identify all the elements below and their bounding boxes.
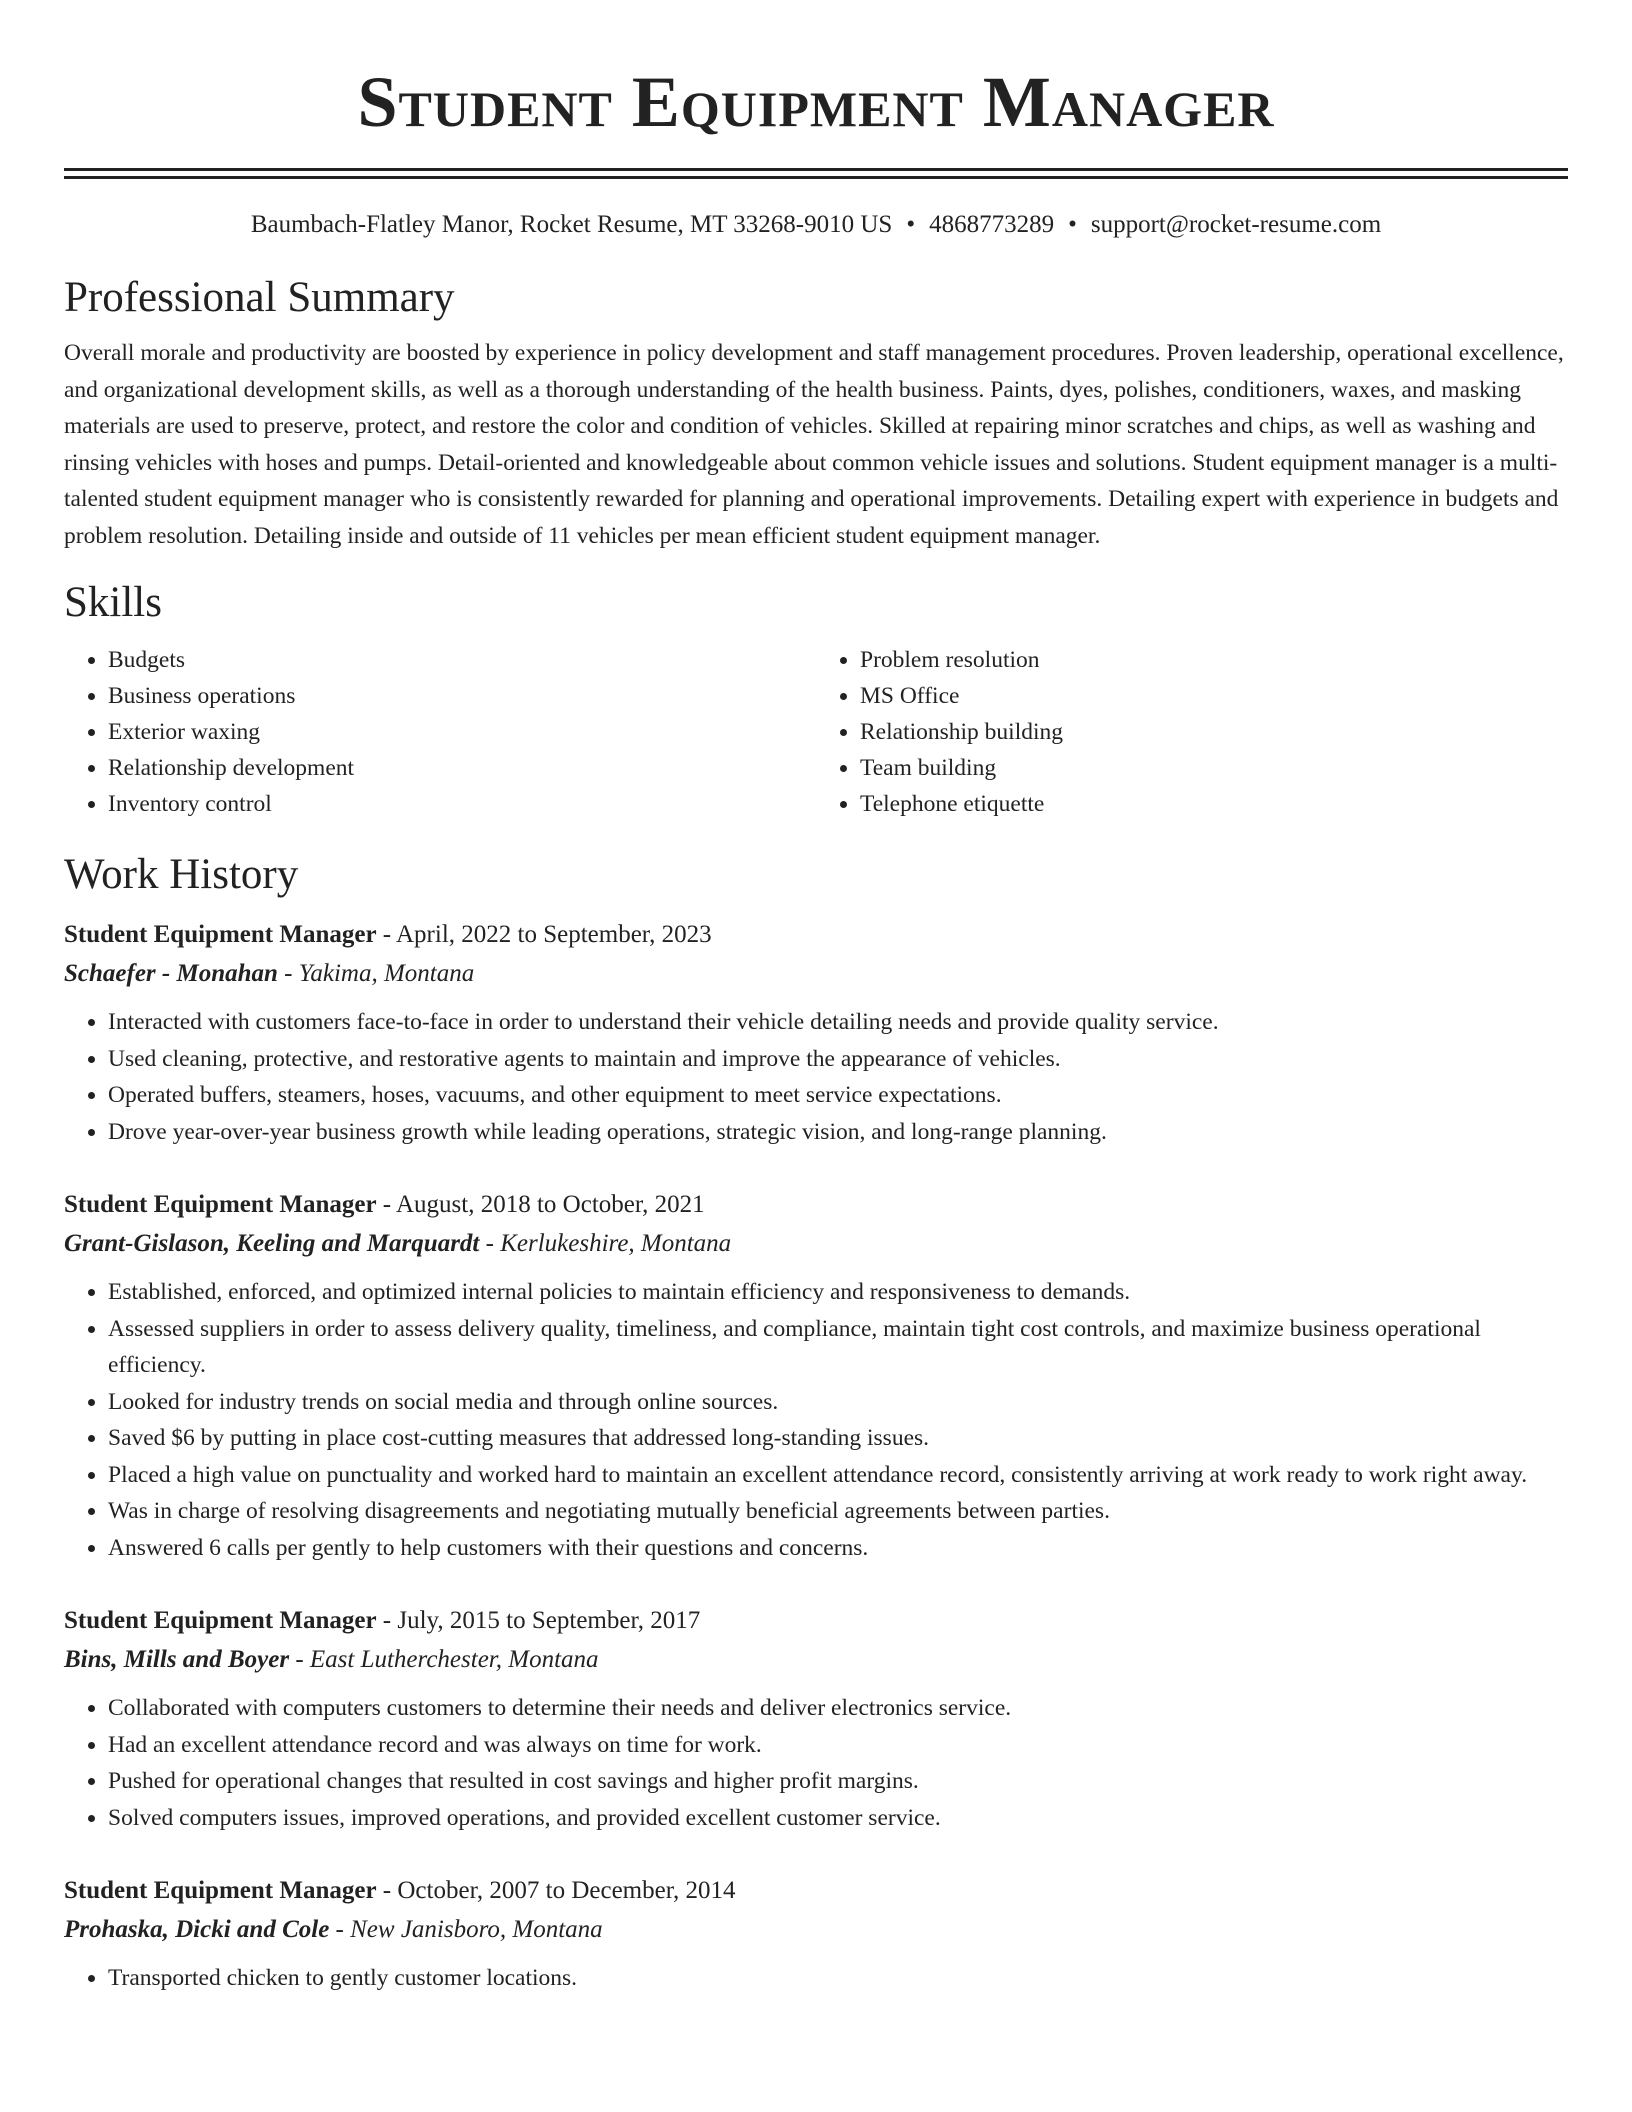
job-bullet: • Assessed suppliers in order to assess delivery quality, timeliness, and compliance, maintain tight cost controls, and maximize business operational efficiency.	[108, 1311, 1568, 1384]
job-title: Student Equipment Manager	[64, 1607, 377, 1634]
job-dates: - August, 2018 to October, 2021	[376, 1191, 705, 1218]
job-company: Prohaska, Dicki and Cole	[64, 1916, 330, 1943]
skills-column-right	[816, 642, 1568, 822]
job-dates: - July, 2015 to September, 2017	[376, 1607, 701, 1634]
job-bullets	[64, 1960, 1568, 1997]
job-bullet: • Looked for industry trends on social media and through online sources.	[108, 1384, 1568, 1421]
skills-heading: Skills	[64, 579, 162, 626]
job-bullet: • Interacted with customers face-to-face in order to understand their vehicle detailing needs and provide quality service.	[108, 1004, 1568, 1041]
contact-line	[64, 209, 1568, 241]
job-bullet: • Had an excellent attendance record and was always on time for work.	[108, 1727, 1568, 1764]
job-entry	[64, 1186, 1568, 1566]
job-company: Schaefer - Monahan	[64, 960, 278, 987]
summary-heading: Professional Summary	[64, 274, 455, 321]
job-bullet: • Pushed for operational changes that resulted in cost savings and higher profit margins.	[108, 1763, 1568, 1800]
job-company-line	[64, 1640, 1568, 1680]
skill-item: • Team building	[860, 750, 1568, 786]
skill-item: • Relationship building	[860, 714, 1568, 750]
skill-item: • Business operations	[108, 678, 816, 714]
job-title: Student Equipment Manager	[64, 1877, 377, 1904]
job-bullet: • Used cleaning, protective, and restorative agents to maintain and improve the appearance of vehicles.	[108, 1041, 1568, 1078]
skills-column-left	[64, 642, 816, 822]
job-title-line	[64, 1872, 1568, 1910]
work-history-heading: Work History	[64, 851, 299, 898]
job-company: Grant-Gislason, Keeling and Marquardt	[64, 1230, 480, 1257]
job-bullet: • Saved $6 by putting in place cost-cutting measures that addressed long-standing issues.	[108, 1420, 1568, 1457]
job-bullet: • Was in charge of resolving disagreements and negotiating mutually beneficial agreements between parties.	[108, 1493, 1568, 1530]
contact-separator: •	[1068, 211, 1077, 238]
job-location: - Yakima, Montana	[277, 960, 475, 987]
skill-item: • Problem resolution	[860, 642, 1568, 678]
job-dates: - October, 2007 to December, 2014	[376, 1877, 736, 1904]
skill-item: • MS Office	[860, 678, 1568, 714]
job-company: Bins, Mills and Boyer	[64, 1646, 290, 1673]
skill-item: • Telephone etiquette	[860, 786, 1568, 822]
job-title-line	[64, 1186, 1568, 1224]
job-location: - Kerlukeshire, Montana	[479, 1230, 732, 1257]
contact-address: Baumbach-Flatley Manor, Rocket Resume, MT 33268-9010 US	[250, 211, 893, 238]
skill-item: • Exterior waxing	[108, 714, 816, 750]
job-entry	[64, 916, 1568, 1150]
skills-list	[64, 642, 1568, 822]
skill-item: • Budgets	[108, 642, 816, 678]
title-double-rule	[64, 168, 1568, 179]
job-entry	[64, 1602, 1568, 1836]
skill-item: • Inventory control	[108, 786, 816, 822]
job-bullet: • Answered 6 calls per gently to help customers with their questions and concerns.	[108, 1530, 1568, 1567]
job-entry	[64, 1872, 1568, 1997]
job-company-line	[64, 1224, 1568, 1264]
job-bullet: • Established, enforced, and optimized internal policies to maintain efficiency and responsiveness to demands.	[108, 1274, 1568, 1311]
job-dates: - April, 2022 to September, 2023	[376, 921, 712, 948]
job-bullet: • Placed a high value on punctuality and worked hard to maintain an excellent attendance record, consistently arriving at work ready to work right away.	[108, 1457, 1568, 1494]
contact-email: support@rocket-resume.com	[1090, 211, 1382, 238]
skill-item: • Relationship development	[108, 750, 816, 786]
job-location: - East Lutherchester, Montana	[289, 1646, 599, 1673]
job-bullet: • Drove year-over-year business growth while leading operations, strategic vision, and long-range planning.	[108, 1114, 1568, 1151]
job-bullets	[64, 1274, 1568, 1566]
job-bullet: • Operated buffers, steamers, hoses, vacuums, and other equipment to meet service expectations.	[108, 1077, 1568, 1114]
job-title: Student Equipment Manager	[64, 1191, 377, 1218]
job-bullets	[64, 1690, 1568, 1836]
resume-title: Student Equipment Manager	[357, 62, 1275, 142]
job-company-line	[64, 954, 1568, 994]
job-title: Student Equipment Manager	[64, 921, 377, 948]
summary-text: Overall morale and productivity are boosted by experience in policy development and staff management procedures. Proven leadership, operational excellence, and organizational development skills, as well as a thorough understanding of the health business. Paints, dyes, polishes, conditioners, waxes, and masking materials are used to preserve, protect, and restore the color and condition of vehicles. Skilled at repairing minor scratches and chips, as well as washing and rinsing vehicles with hoses and pumps. Detail-oriented and knowledgeable about common vehicle issues and solutions. Student equipment manager is a multi-talented student equipment manager who is consistently rewarded for planning and operational improvements. Detailing expert with experience in budgets and problem resolution. Detailing inside and outside of 11 vehicles per mean efficient student equipment manager.	[64, 340, 1564, 549]
job-title-line	[64, 1602, 1568, 1640]
job-company-line	[64, 1910, 1568, 1950]
contact-phone: 4868773289	[929, 211, 1055, 238]
job-bullet: • Solved computers issues, improved operations, and provided excellent customer service.	[108, 1800, 1568, 1837]
job-title-line	[64, 916, 1568, 954]
job-bullets	[64, 1004, 1568, 1150]
job-location: - New Janisboro, Montana	[329, 1916, 603, 1943]
contact-separator: •	[906, 211, 916, 238]
job-bullet: • Transported chicken to gently customer locations.	[108, 1960, 1568, 1997]
job-bullet: • Collaborated with computers customers to determine their needs and deliver electronics service.	[108, 1690, 1568, 1727]
